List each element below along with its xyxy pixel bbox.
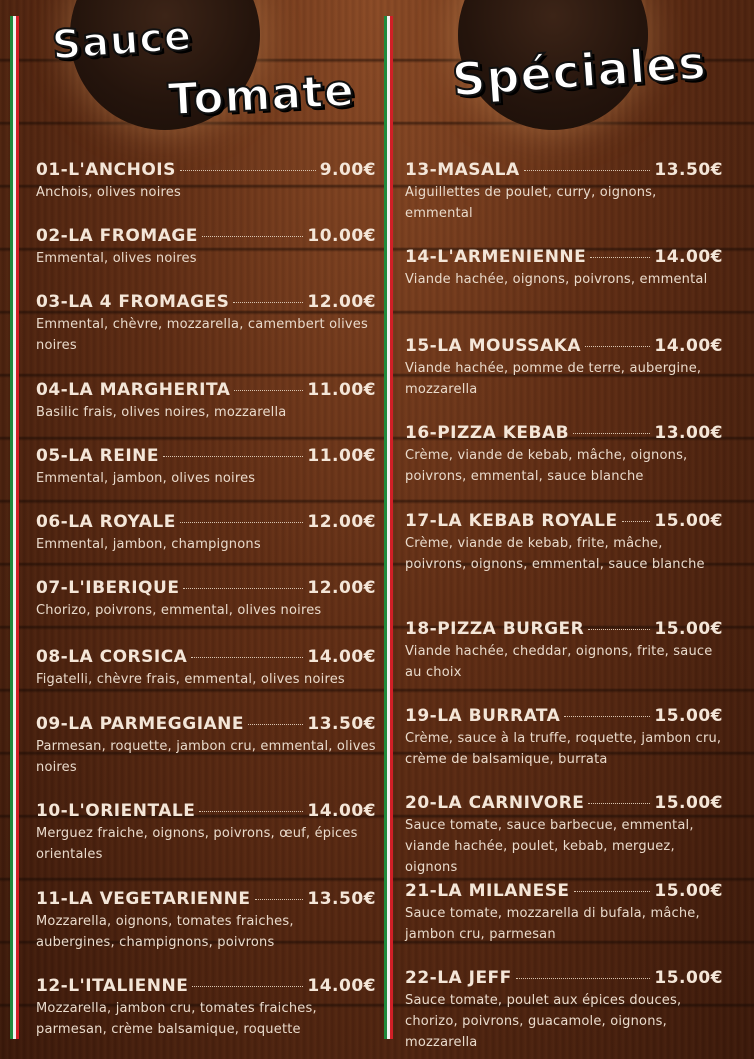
item-name: 02-LA FROMAGE	[36, 226, 198, 246]
item-description: Emmental, jambon, champignons	[36, 537, 261, 552]
menu-item	[36, 160, 376, 203]
heading-speciales: Spéciales	[450, 35, 709, 107]
item-price: 12.00€	[307, 578, 376, 598]
menu-item	[36, 889, 376, 953]
menu-item	[405, 423, 723, 487]
menu-item	[405, 793, 723, 878]
item-price: 11.00€	[307, 446, 376, 466]
item-name: 03-LA 4 FROMAGES	[36, 292, 230, 312]
item-price: 11.00€	[307, 380, 376, 400]
item-price: 15.00€	[654, 968, 723, 988]
item-name: 20-LA CARNIVORE	[405, 793, 585, 813]
menu-item	[36, 647, 376, 690]
menu-item	[405, 706, 723, 770]
menu-item	[405, 619, 723, 683]
menu-item	[36, 226, 376, 269]
item-name: 08-LA CORSICA	[36, 647, 188, 667]
menu-item	[405, 247, 723, 290]
item-description: Crème, sauce à la truffe, roquette, jambon cru, crème de balsamique, burrata	[405, 731, 722, 767]
item-name: 07-L'IBERIQUE	[36, 578, 180, 598]
menu-item	[405, 968, 723, 1053]
item-price: 15.00€	[654, 706, 723, 726]
item-description: Merguez fraiche, oignons, poivrons, œuf, épices orientales	[36, 826, 358, 862]
item-name: 22-LA JEFF	[405, 968, 512, 988]
item-description: Crème, viande de kebab, mâche, oignons, poivrons, emmental, sauce blanche	[405, 448, 688, 484]
item-description: Viande hachée, cheddar, oignons, frite, sauce au choix	[405, 644, 713, 680]
item-description: Sauce tomate, poulet aux épices douces, chorizo, poivrons, guacamole, oignons, mozzarella	[405, 993, 682, 1050]
item-price: 14.00€	[307, 801, 376, 821]
item-price: 13.50€	[307, 714, 376, 734]
item-price: 9.00€	[319, 160, 376, 180]
item-description: Emmental, jambon, olives noires	[36, 471, 256, 486]
italian-flag-stripe-right	[384, 16, 393, 1039]
item-description: Basilic frais, olives noires, mozzarella	[36, 405, 287, 420]
menu-item	[36, 292, 376, 356]
heading-tomate: Tomate	[166, 65, 357, 126]
heading-sauce: Sauce	[50, 13, 194, 69]
item-name: 09-LA PARMEGGIANE	[36, 714, 245, 734]
item-description: Parmesan, roquette, jambon cru, emmental, olives noires	[36, 739, 376, 775]
item-price: 14.00€	[654, 336, 723, 356]
item-price: 13.50€	[654, 160, 723, 180]
item-name: 12-L'ITALIENNE	[36, 976, 189, 996]
menu-item	[36, 714, 376, 778]
item-description: Mozzarella, oignons, tomates fraiches, aubergines, champignons, poivrons	[36, 914, 294, 950]
item-description: Anchois, olives noires	[36, 185, 181, 200]
menu-item	[405, 511, 723, 575]
italian-flag-stripe-left	[10, 16, 19, 1039]
item-description: Sauce tomate, mozzarella di bufala, mâche, jambon cru, parmesan	[405, 906, 700, 942]
item-name: 21-LA MILANESE	[405, 881, 570, 901]
menu-item	[36, 578, 376, 621]
menu-item	[405, 881, 723, 945]
menu-item	[36, 380, 376, 423]
item-price: 15.00€	[654, 793, 723, 813]
item-price: 15.00€	[654, 619, 723, 639]
item-description: Sauce tomate, sauce barbecue, emmental, viande hachée, poulet, kebab, merguez, oignons	[405, 818, 694, 875]
menu-item	[405, 160, 723, 224]
item-price: 12.00€	[307, 292, 376, 312]
item-price: 10.00€	[307, 226, 376, 246]
menu-item	[36, 976, 376, 1040]
item-description: Mozzarella, jambon cru, tomates fraiches, parmesan, crème balsamique, roquette	[36, 1001, 317, 1037]
item-price: 15.00€	[654, 881, 723, 901]
item-description: Viande hachée, oignons, poivrons, emmental	[405, 272, 708, 287]
item-price: 14.00€	[307, 976, 376, 996]
item-name: 05-LA REINE	[36, 446, 159, 466]
item-name: 16-PIZZA KEBAB	[405, 423, 570, 443]
item-name: 17-LA KEBAB ROYALE	[405, 511, 618, 531]
item-name: 11-LA VEGETARIENNE	[36, 889, 251, 909]
item-name: 19-LA BURRATA	[405, 706, 561, 726]
menu-item	[405, 336, 723, 400]
item-price: 14.00€	[654, 247, 723, 267]
item-name: 06-LA ROYALE	[36, 512, 176, 532]
item-description: Emmental, chèvre, mozzarella, camembert olives noires	[36, 317, 368, 353]
item-name: 13-MASALA	[405, 160, 520, 180]
item-name: 10-L'ORIENTALE	[36, 801, 196, 821]
item-name: 15-LA MOUSSAKA	[405, 336, 582, 356]
item-name: 14-L'ARMENIENNE	[405, 247, 587, 267]
item-name: 18-PIZZA BURGER	[405, 619, 585, 639]
item-description: Viande hachée, pomme de terre, aubergine, mozzarella	[405, 361, 702, 397]
menu-item	[36, 801, 376, 865]
menu-item	[36, 512, 376, 555]
item-price: 13.50€	[307, 889, 376, 909]
item-name: 01-L'ANCHOIS	[36, 160, 176, 180]
item-description: Aiguillettes de poulet, curry, oignons, emmental	[405, 185, 657, 221]
item-price: 13.00€	[654, 423, 723, 443]
item-price: 14.00€	[307, 647, 376, 667]
item-description: Crème, viande de kebab, frite, mâche, poivrons, oignons, emmental, sauce blanche	[405, 536, 705, 572]
item-description: Emmental, olives noires	[36, 251, 197, 266]
item-description: Chorizo, poivrons, emmental, olives noires	[36, 603, 322, 618]
item-price: 15.00€	[654, 511, 723, 531]
item-price: 12.00€	[307, 512, 376, 532]
item-name: 04-LA MARGHERITA	[36, 380, 231, 400]
item-description: Figatelli, chèvre frais, emmental, olives noires	[36, 672, 345, 687]
menu-item	[36, 446, 376, 489]
